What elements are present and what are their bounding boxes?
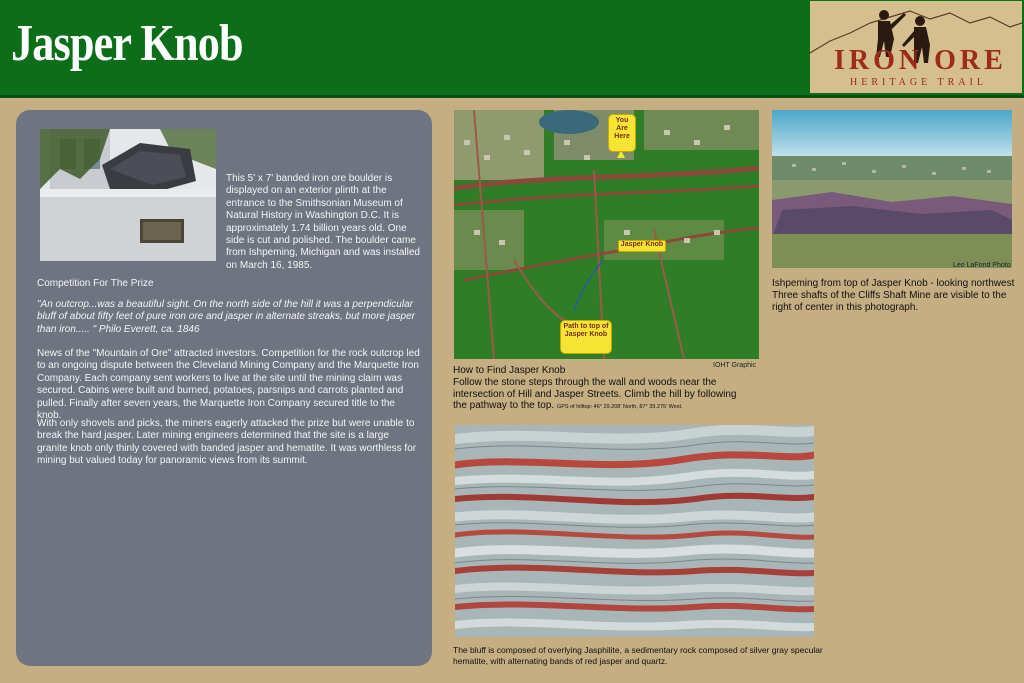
ishpeming-panorama-photo	[772, 110, 1012, 268]
jasphilite-caption: The bluff is composed of overlying Jasphilite, a sedimentary rock composed of silver gray specular hematite, with alternating bands of red jasper and quartz.	[453, 645, 823, 666]
boulder-photo	[40, 129, 216, 261]
map-caption	[453, 365, 753, 414]
map-caption-body: Follow the stone steps through the wall and woods near the intersection of Hill and Jasper Streets. Climb the hill by following the pathway to the top.	[453, 376, 737, 412]
photo-credit: Leo LaFond Photo	[953, 262, 1011, 269]
page-title: Jasper Knob	[11, 15, 243, 72]
jasper-knob-map-label: Jasper Knob	[618, 240, 666, 252]
aerial-map	[454, 110, 759, 359]
you-are-here-label: You Are Here	[608, 114, 636, 152]
map-caption-title: How to Find Jasper Knob	[453, 365, 566, 376]
logo-wordmark: IRON ORE	[834, 45, 1007, 76]
everett-quote: "An outcrop...was a beautiful sight. On the north side of the hill it was a perpendicular bluff of about fifty feet of pure iron ore and jasper in alternate streaks, but more jasper than iron..... " Philo Everett, ca. 1846	[37, 299, 415, 335]
logo-subtitle: HERITAGE TRAIL	[850, 77, 987, 88]
panorama-caption: Ishpeming from top of Jasper Knob - looking northwest Three shafts of the Cliffs Shaft Mine are visible to the right of center in this photograph.	[772, 278, 1015, 313]
map-credit: IOHT Graphic	[713, 362, 757, 369]
history-paragraph-1: News of the "Mountain of Ore" attracted investors. Competition for the rock outcrop led to an ongoing dispute between the Cleveland Mining Company and the Marquette Iron Company. Each company sent workers to live at the site until the mining claim was secured. Cabins were built and burned, potatoes, parsnips and carrots planted and pulled. Finally after seven years, the Marquette Iron Company secured title to the knob.	[37, 348, 420, 422]
competition-heading: Competition For The Prize	[37, 278, 154, 289]
jasper-rock-photo	[455, 425, 814, 637]
path-label: Path to top of Jasper Knob	[560, 320, 612, 354]
boulder-caption: This 5' x 7' banded iron ore boulder is displayed on an exterior plinth at the entrance to the Smithsonian Museum of Natural History in Washington D.C. It is approximately 1.74 billion years old. One side is cut and polished. The boulder came from Ishpeming, Michigan and was installed on March 16, 1985.	[226, 173, 420, 271]
header-divider	[0, 95, 1024, 98]
gps-coordinates: GPS of hilltop: 46° 29.208' North, 87° 39.275' West.	[556, 404, 683, 411]
iron-ore-heritage-trail-logo	[810, 1, 1022, 93]
history-paragraph-2: With only shovels and picks, the miners eagerly attacked the prize but were unable to break the hard jasper. Later mining engineers determined that the site is a large granite knob only thinly covered with banded jasper and hematite. It was worthless for mining but valued today for panoramic views from its summit.	[37, 418, 417, 467]
